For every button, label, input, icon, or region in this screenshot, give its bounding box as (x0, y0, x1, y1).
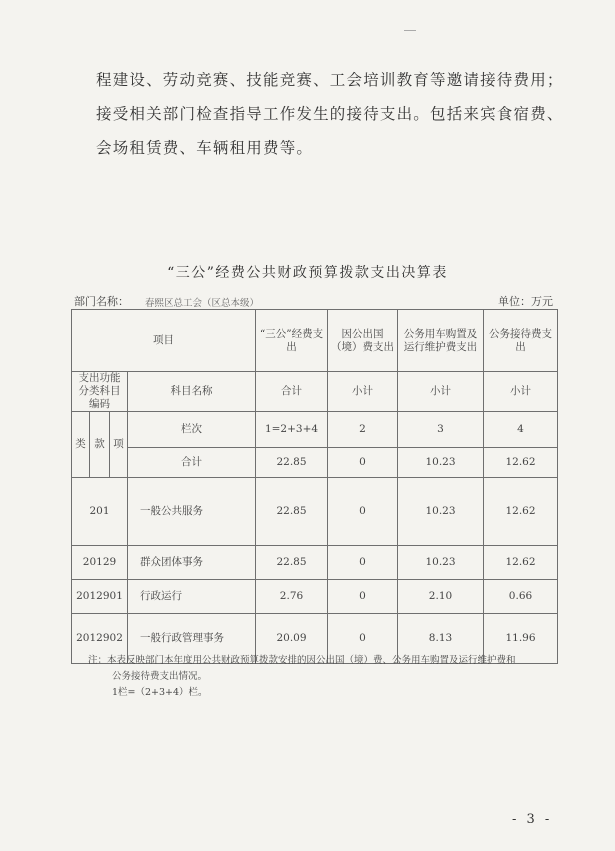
row-abroad: 0 (328, 478, 398, 546)
row-total: 22.85 (256, 478, 328, 546)
table-title: “三公”经费公共财政预算拨款支出决算表 (167, 265, 448, 281)
row-vehicle: 8.13 (398, 614, 484, 664)
sum-abroad: 0 (328, 448, 398, 478)
expenditure-table (71, 309, 558, 664)
header-subtotal-vehicle: 小计 (398, 372, 484, 412)
row-code: 201 (72, 478, 128, 546)
dept-label: 部门名称： (74, 295, 129, 308)
header-col-abroad: 因公出国（境）费支出 (328, 310, 398, 372)
header-col-total: “三公”经费支出 (256, 310, 328, 372)
row-name: 行政运行 (128, 580, 256, 614)
row-abroad: 0 (328, 580, 398, 614)
row-name: 群众团体事务 (128, 546, 256, 580)
header-xiang: 项 (110, 412, 128, 478)
row-vehicle: 2.10 (398, 580, 484, 614)
row-reception: 12.62 (484, 478, 558, 546)
row-vehicle: 10.23 (398, 546, 484, 580)
sum-vehicle: 10.23 (398, 448, 484, 478)
row-total: 2.76 (256, 580, 328, 614)
note-line-1: 注：本表反映部门本年度用公共财政预算拨款安排的因公出国（境）费、公务用车购置及运行维护费和 (88, 655, 516, 666)
header-total: 合计 (256, 372, 328, 412)
scan-mark (404, 30, 416, 31)
header-row-2 (72, 372, 558, 412)
sum-reception: 12.62 (484, 448, 558, 478)
header-lei: 类 (72, 412, 90, 478)
paragraph-line-3: 会场租赁费、车辆租用费等。 (96, 139, 314, 157)
row-abroad: 0 (328, 614, 398, 664)
col-num-1: 1=2+3+4 (256, 412, 328, 448)
header-col-reception: 公务接待费支出 (484, 310, 558, 372)
sum-label: 合计 (128, 448, 256, 478)
table-row (72, 580, 558, 614)
row-total: 22.85 (256, 546, 328, 580)
page-number: - 3 - (512, 812, 553, 827)
paragraph-line-2: 接受相关部门检查指导工作发生的接待支出。包括来宾食宿费、 (96, 105, 564, 123)
row-code: 20129 (72, 546, 128, 580)
row-reception: 0.66 (484, 580, 558, 614)
col-num-3: 3 (398, 412, 484, 448)
header-row-1 (72, 310, 558, 372)
table-row (72, 478, 558, 546)
sum-total: 22.85 (256, 448, 328, 478)
row-code: 2012902 (72, 614, 128, 664)
header-subtotal-reception: 小计 (484, 372, 558, 412)
column-label: 栏次 (128, 412, 256, 448)
header-item: 项目 (72, 310, 256, 372)
column-number-row (72, 412, 558, 448)
header-subject-name: 科目名称 (128, 372, 256, 412)
note-line-3: 1栏=（2+3+4）栏。 (112, 687, 208, 698)
note-line-2: 公务接待费支出情况。 (112, 671, 208, 682)
table-row (72, 546, 558, 580)
row-code: 2012901 (72, 580, 128, 614)
unit-label: 单位：万元 (498, 295, 553, 308)
header-col-vehicle: 公务用车购置及运行维护费支出 (398, 310, 484, 372)
row-reception: 11.96 (484, 614, 558, 664)
sum-row (72, 448, 558, 478)
row-total: 20.09 (256, 614, 328, 664)
col-num-4: 4 (484, 412, 558, 448)
header-kuan: 款 (90, 412, 110, 478)
col-num-2: 2 (328, 412, 398, 448)
row-name: 一般公共服务 (128, 478, 256, 546)
row-vehicle: 10.23 (398, 478, 484, 546)
row-abroad: 0 (328, 546, 398, 580)
header-subtotal-abroad: 小计 (328, 372, 398, 412)
row-name: 一般行政管理事务 (128, 614, 256, 664)
header-func-class: 支出功能分类科目编码 (72, 372, 128, 412)
paragraph-line-1: 程建设、劳动竞赛、技能竞赛、工会培训教育等邀请接待费用； (96, 71, 564, 89)
dept-name: 春熙区总工会（区总本级） (145, 298, 260, 309)
row-reception: 12.62 (484, 546, 558, 580)
